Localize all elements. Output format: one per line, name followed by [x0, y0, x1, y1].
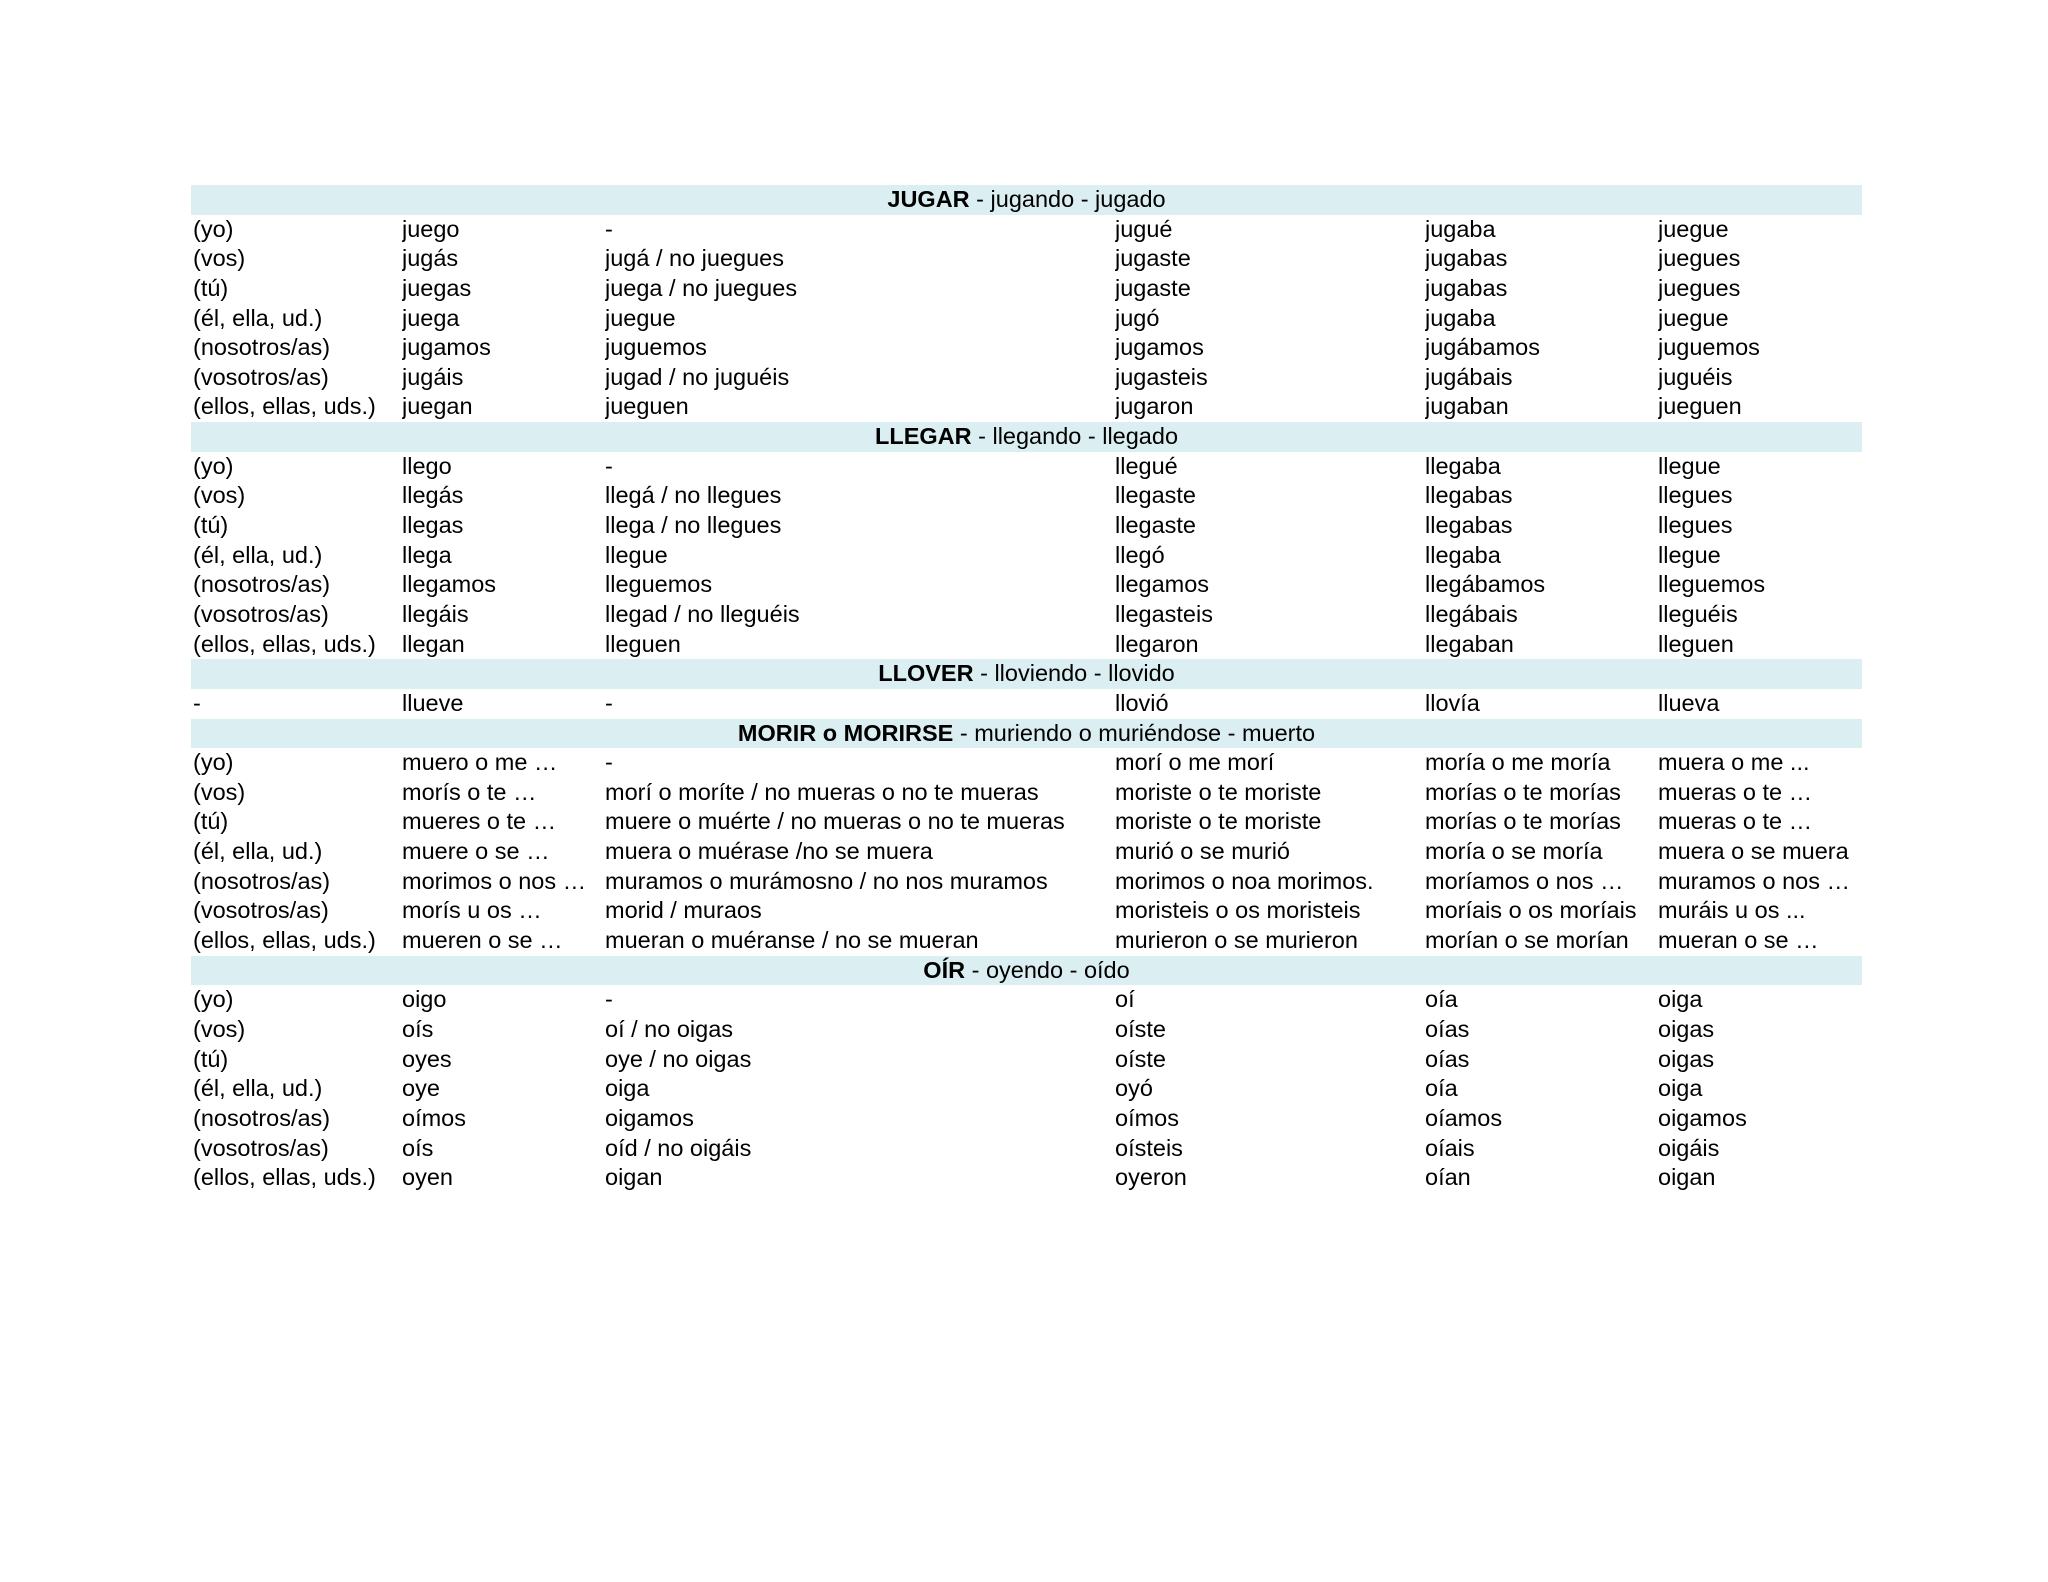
conjugation-row [191, 867, 1862, 897]
conjugation-cell: oía [1425, 1075, 1458, 1102]
conjugation-cell: llovió [1115, 689, 1169, 716]
conjugation-cell: - [605, 986, 613, 1013]
pronoun-cell: (él, ella, ud.) [193, 838, 323, 865]
pronoun-cell: (vos) [193, 778, 246, 805]
pronoun-cell: (vos) [193, 1015, 246, 1042]
conjugation-cell: jugábais [1425, 363, 1513, 390]
conjugation-cell: oye / no oigas [605, 1045, 752, 1072]
conjugation-cell: oyeron [1115, 1164, 1187, 1191]
pronoun-cell: (ellos, ellas, uds.) [193, 630, 376, 657]
conjugation-cell: oigan [605, 1164, 663, 1191]
conjugation-row [191, 1163, 1862, 1193]
conjugation-cell: jugó [1115, 304, 1160, 331]
conjugation-cell: juegue [605, 304, 676, 331]
conjugation-cell: llegaba [1425, 452, 1501, 479]
conjugation-cell: moríamos o nos … [1425, 867, 1624, 894]
pronoun-cell: (vosotros/as) [193, 1134, 329, 1161]
conjugation-cell: lleguemos [1658, 571, 1766, 598]
conjugation-cell: llovía [1425, 689, 1480, 716]
conjugation-cell: oímos [402, 1104, 466, 1131]
conjugation-row [191, 1015, 1862, 1045]
conjugation-cell: juega [402, 304, 460, 331]
conjugation-cell: oigas [1658, 1015, 1715, 1042]
conjugation-cell: juegues [1658, 274, 1741, 301]
conjugation-cell: oís [402, 1134, 434, 1161]
conjugation-cell: morías o te morías [1425, 778, 1621, 805]
conjugation-cell: mueras o te … [1658, 808, 1813, 835]
conjugation-row [191, 896, 1862, 926]
pronoun-cell: (yo) [193, 749, 234, 776]
conjugation-row [191, 748, 1862, 778]
conjugation-cell: llegad / no lleguéis [605, 600, 800, 627]
conjugation-cell: murieron o se murieron [1115, 927, 1358, 954]
conjugation-cell: muera o me ... [1658, 749, 1810, 776]
conjugation-cell: jugaste [1115, 274, 1191, 301]
conjugation-cell: llegue [1658, 541, 1721, 568]
conjugation-cell: jugasteis [1115, 363, 1208, 390]
verb-header [191, 719, 1862, 749]
conjugation-cell: jugabas [1425, 274, 1508, 301]
conjugation-cell: llegábamos [1425, 571, 1546, 598]
conjugation-cell: jugué [1115, 215, 1173, 242]
conjugation-row [191, 630, 1862, 660]
conjugation-cell: lleguen [1658, 630, 1734, 657]
conjugation-cell: moríais o os moríais [1425, 897, 1637, 924]
pronoun-cell: (tú) [193, 808, 229, 835]
conjugation-cell: morías o te morías [1425, 808, 1621, 835]
conjugation-cell: llegues [1658, 482, 1733, 509]
verb-infinitive: LLOVER [878, 660, 974, 687]
conjugation-cell: juegan [402, 393, 473, 420]
conjugation-cell: llegaba [1425, 541, 1501, 568]
conjugation-cell: jugáis [402, 363, 464, 390]
conjugation-cell: llegás [402, 482, 464, 509]
conjugation-cell: moría o me moría [1425, 749, 1611, 776]
conjugation-cell: oigan [1658, 1164, 1716, 1191]
pronoun-cell: (ellos, ellas, uds.) [193, 393, 376, 420]
conjugation-cell: llegue [605, 541, 668, 568]
conjugation-cell: oíste [1115, 1045, 1166, 1072]
conjugation-cell: oigo [402, 986, 447, 1013]
conjugation-row [191, 363, 1862, 393]
verb-gerund-participle: - lloviendo - llovido [973, 660, 1175, 687]
conjugation-row [191, 333, 1862, 363]
conjugation-cell: morís o te … [402, 778, 537, 805]
conjugation-cell: llueve [402, 689, 464, 716]
conjugation-row [191, 985, 1862, 1015]
conjugation-cell: moristeis o os moristeis [1115, 897, 1361, 924]
conjugation-cell: llegas [402, 512, 464, 539]
conjugation-cell: oigas [1658, 1045, 1715, 1072]
conjugation-cell: morí o moríte / no mueras o no te mueras [605, 778, 1039, 805]
conjugation-row [191, 244, 1862, 274]
conjugation-cell: llegabas [1425, 482, 1513, 509]
verb-header [191, 956, 1862, 986]
conjugation-row [191, 1074, 1862, 1104]
conjugation-row [191, 1045, 1862, 1075]
conjugation-cell: oiga [1658, 986, 1703, 1013]
conjugation-cell: jueguen [1658, 393, 1742, 420]
conjugation-cell: llueva [1658, 689, 1720, 716]
conjugation-cell: - [605, 689, 613, 716]
conjugation-cell: llegabas [1425, 512, 1513, 539]
conjugation-cell: morid / muraos [605, 897, 762, 924]
conjugation-row [191, 274, 1862, 304]
conjugation-cell: oías [1425, 1045, 1470, 1072]
pronoun-cell: (nosotros/as) [193, 1104, 331, 1131]
conjugation-cell: muere o muérte / no mueras o no te mueras [605, 808, 1065, 835]
conjugation-row [191, 926, 1862, 956]
conjugation-row [191, 570, 1862, 600]
conjugation-cell: - [605, 215, 613, 242]
conjugation-cell: juegues [1658, 245, 1741, 272]
conjugation-row [191, 837, 1862, 867]
conjugation-cell: oyes [402, 1045, 452, 1072]
conjugation-cell: llegaban [1425, 630, 1514, 657]
conjugation-cell: jugad / no juguéis [605, 363, 790, 390]
conjugation-cell: llegaron [1115, 630, 1199, 657]
pronoun-cell: (ellos, ellas, uds.) [193, 927, 376, 954]
pronoun-cell: (yo) [193, 215, 234, 242]
conjugation-cell: llegan [402, 630, 465, 657]
conjugation-cell: lleguemos [605, 571, 713, 598]
pronoun-cell: (tú) [193, 274, 229, 301]
pronoun-cell: (vos) [193, 482, 246, 509]
conjugation-cell: llegues [1658, 512, 1733, 539]
conjugation-row [191, 304, 1862, 334]
conjugation-cell: llegue [1658, 452, 1721, 479]
conjugation-cell: lleguen [605, 630, 681, 657]
conjugation-cell: muráis u os ... [1658, 897, 1806, 924]
conjugation-cell: oíamos [1425, 1104, 1503, 1131]
conjugation-cell: jugás [402, 245, 459, 272]
conjugation-row [191, 215, 1862, 245]
pronoun-cell: (vosotros/as) [193, 897, 329, 924]
conjugation-cell: llegó [1115, 541, 1165, 568]
pronoun-cell: - [193, 689, 201, 716]
conjugation-cell: mueres o te … [402, 808, 557, 835]
conjugation-cell: oís [402, 1015, 434, 1042]
pronoun-cell: (nosotros/as) [193, 571, 331, 598]
pronoun-cell: (él, ella, ud.) [193, 541, 323, 568]
pronoun-cell: (él, ella, ud.) [193, 304, 323, 331]
conjugation-cell: jugaba [1425, 304, 1496, 331]
verb-gerund-participle: - oyendo - oído [965, 956, 1130, 983]
conjugation-cell: jugá / no juegues [605, 245, 785, 272]
conjugation-cell: llegá / no llegues [605, 482, 782, 509]
conjugation-cell: oyó [1115, 1075, 1153, 1102]
pronoun-cell: (ellos, ellas, uds.) [193, 1164, 376, 1191]
conjugation-cell: oigáis [1658, 1134, 1720, 1161]
pronoun-cell: (yo) [193, 986, 234, 1013]
conjugation-cell: jugaron [1115, 393, 1194, 420]
verb-gerund-participle: - muriendo o muriéndose - muerto [953, 719, 1316, 746]
conjugation-cell: murió o se murió [1115, 838, 1290, 865]
conjugation-cell: llegaste [1115, 512, 1196, 539]
conjugation-cell: mueran o se … [1658, 927, 1819, 954]
verb-gerund-participle: - llegando - llegado [971, 423, 1179, 450]
conjugation-cell: llego [402, 452, 452, 479]
verb-infinitive: OÍR [923, 956, 966, 983]
conjugation-cell: jueguen [605, 393, 689, 420]
conjugation-cell: oiga [605, 1075, 650, 1102]
conjugation-cell: llega / no llegues [605, 512, 782, 539]
conjugation-cell: mueras o te … [1658, 778, 1813, 805]
conjugation-cell: oísteis [1115, 1134, 1183, 1161]
conjugation-cell: juego [402, 215, 460, 242]
conjugation-cell: morían o se morían [1425, 927, 1629, 954]
conjugation-cell: oí [1115, 986, 1135, 1013]
conjugation-cell: llegábais [1425, 600, 1518, 627]
conjugation-row [191, 481, 1862, 511]
verb-gerund-participle: - jugando - jugado [969, 186, 1166, 212]
conjugation-cell: mueren o se … [402, 927, 563, 954]
pronoun-cell: (tú) [193, 512, 229, 539]
conjugation-cell: jugábamos [1425, 334, 1540, 361]
conjugation-row [191, 452, 1862, 482]
verb-infinitive: MORIR o MORIRSE [737, 719, 954, 746]
conjugation-row [191, 807, 1862, 837]
conjugation-row [191, 541, 1862, 571]
conjugation-cell: oye [402, 1075, 440, 1102]
conjugation-cell: moría o se moría [1425, 838, 1603, 865]
conjugation-cell: - [605, 452, 613, 479]
pronoun-cell: (nosotros/as) [193, 867, 331, 894]
pronoun-cell: (vos) [193, 245, 246, 272]
conjugation-row [191, 600, 1862, 630]
conjugation-cell: oíd / no oigáis [605, 1134, 752, 1161]
conjugation-cell: muero o me … [402, 749, 558, 776]
conjugation-cell: llegué [1115, 452, 1178, 479]
conjugation-row [191, 1104, 1862, 1134]
conjugation-cell: oías [1425, 1015, 1470, 1042]
conjugation-cell: jugaba [1425, 215, 1496, 242]
conjugation-cell: llegamos [402, 571, 497, 598]
pronoun-cell: (yo) [193, 452, 234, 479]
conjugation-cell: muramos o nos … [1658, 867, 1850, 894]
conjugation-cell: muere o se … [402, 838, 550, 865]
conjugation-cell: juguemos [1658, 334, 1760, 361]
conjugation-cell: morís u os … [402, 897, 542, 924]
conjugation-cell: juguemos [605, 334, 707, 361]
conjugation-cell: llega [402, 541, 452, 568]
conjugation-cell: juguéis [1658, 363, 1733, 390]
conjugation-cell: jugabas [1425, 245, 1508, 272]
conjugation-cell: juegue [1658, 215, 1729, 242]
conjugation-row [191, 778, 1862, 808]
conjugation-cell: jugamos [1115, 334, 1204, 361]
conjugation-cell: moriste o te moriste [1115, 808, 1322, 835]
pronoun-cell: (nosotros/as) [193, 334, 331, 361]
pronoun-cell: (vosotros/as) [193, 363, 329, 390]
conjugation-row [191, 689, 1862, 719]
verb-infinitive: LLEGAR [874, 423, 972, 450]
pronoun-cell: (tú) [193, 1045, 229, 1072]
conjugation-cell: morimos o nos … [402, 867, 587, 894]
conjugation-cell: jugaban [1425, 393, 1509, 420]
conjugation-row [191, 392, 1862, 422]
conjugation-cell: muramos o murámosno / no nos muramos [605, 867, 1048, 894]
conjugation-cell: llegáis [402, 600, 469, 627]
conjugation-cell: oiga [1658, 1075, 1703, 1102]
conjugation-cell: muera o se muera [1658, 838, 1849, 865]
conjugation-table [191, 185, 1862, 1193]
verb-infinitive: JUGAR [887, 186, 970, 212]
conjugation-cell: oíais [1425, 1134, 1475, 1161]
conjugation-cell: morimos o noa morimos. [1115, 867, 1374, 894]
conjugation-row [191, 1134, 1862, 1164]
conjugation-cell: mueran o muéranse / no se mueran [605, 927, 979, 954]
pronoun-cell: (él, ella, ud.) [193, 1075, 323, 1102]
verb-header [191, 659, 1862, 689]
conjugation-cell: juegas [402, 274, 472, 301]
conjugation-cell: oyen [402, 1164, 453, 1191]
conjugation-cell: jugaste [1115, 245, 1191, 272]
conjugation-cell: muera o muérase /no se muera [605, 838, 933, 865]
pronoun-cell: (vosotros/as) [193, 600, 329, 627]
conjugation-cell: lleguéis [1658, 600, 1738, 627]
conjugation-cell: oíste [1115, 1015, 1166, 1042]
verb-header [191, 185, 1862, 215]
conjugation-cell: - [605, 749, 613, 776]
conjugation-cell: morí o me morí [1115, 749, 1275, 776]
conjugation-cell: juega / no juegues [605, 274, 798, 301]
conjugation-cell: moriste o te moriste [1115, 778, 1322, 805]
conjugation-cell: oían [1425, 1164, 1471, 1191]
conjugation-cell: llegasteis [1115, 600, 1213, 627]
conjugation-cell: llegamos [1115, 571, 1210, 598]
conjugation-cell: llegaste [1115, 482, 1196, 509]
conjugation-cell: oí / no oigas [605, 1015, 734, 1042]
conjugation-row [191, 511, 1862, 541]
conjugation-cell: oía [1425, 986, 1458, 1013]
conjugation-cell: oímos [1115, 1104, 1179, 1131]
conjugation-cell: jugamos [402, 334, 491, 361]
conjugation-cell: oigamos [605, 1104, 694, 1131]
conjugation-cell: oigamos [1658, 1104, 1747, 1131]
conjugation-cell: juegue [1658, 304, 1729, 331]
verb-header [191, 422, 1862, 452]
